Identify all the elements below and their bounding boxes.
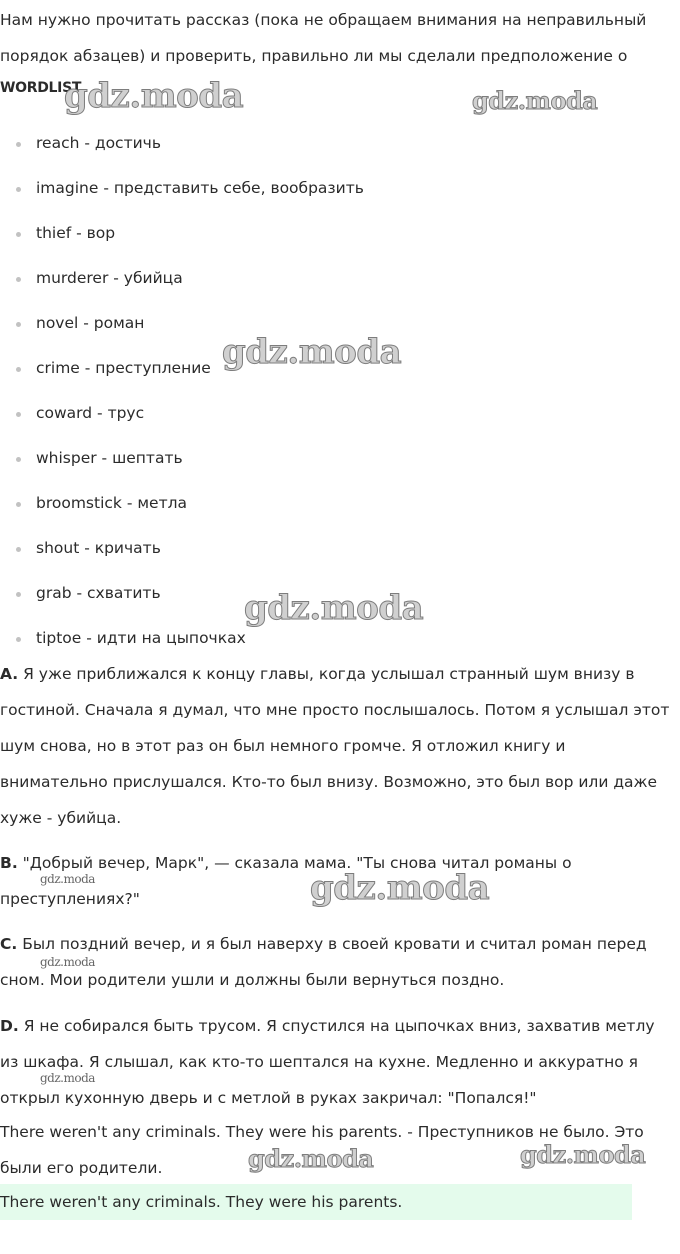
word-entry: novel - роман (36, 314, 145, 332)
list-item (0, 211, 676, 256)
list-item (0, 481, 676, 526)
watermark: gdz.moda (248, 1144, 374, 1173)
paragraph-text: Я уже приближался к концу главы, когда услышал странный шум внизу в гостиной. Сначала я думал, что мне просто послышалось. Потом я услышал этот шум снова, но в этот раз он был немного громче. Я отложил книгу и внимательно прислушался. Кто-то был внизу. Возможно, это был вор или даже хуже - убийца. (0, 665, 670, 827)
word-entry: imagine - представить себе, вообразить (36, 179, 364, 197)
paragraph-text: Был поздний вечер, и я был наверху в своей кровати и считал роман перед сном. Мои родители ушли и должны были вернуться поздно. (0, 935, 647, 989)
watermark: gdz.moda (40, 955, 95, 969)
bullet-icon (16, 502, 21, 507)
watermark: gdz.moda (520, 1140, 646, 1169)
word-entry: crime - преступление (36, 359, 211, 377)
list-item (0, 391, 676, 436)
bullet-icon (16, 142, 21, 147)
word-entry: whisper - шептать (36, 449, 183, 467)
answer-highlight: There weren't any criminals. They were his parents. (0, 1184, 632, 1220)
bullet-icon (16, 277, 21, 282)
wordlist (0, 121, 676, 661)
bullet-icon (16, 547, 21, 552)
word-entry: reach - достичь (36, 134, 161, 152)
paragraph-a (0, 656, 676, 836)
list-item (0, 436, 676, 481)
word-entry: tiptoe - идти на цыпочках (36, 629, 246, 647)
word-entry: shout - кричать (36, 539, 161, 557)
wordlist-heading: WORDLIST (0, 80, 82, 96)
paragraph-letter: D. (0, 1017, 19, 1035)
conclusion-text: There weren't any criminals. They were his parents. - Преступников не было. Это были его родители. (0, 1123, 644, 1177)
word-entry: grab - схватить (36, 584, 161, 602)
bullet-icon (16, 637, 21, 642)
word-entry: coward - трус (36, 404, 145, 422)
list-item (0, 121, 676, 166)
paragraph-text: Я не собирался быть трусом. Я спустился на цыпочках вниз, захватив метлу из шкафа. Я слышал, как кто-то шептался на кухне. Медленно и аккуратно я открыл кухонную дверь и с метлой в руках закричал: "Попался!" (0, 1017, 655, 1107)
watermark: gdz.moda (472, 86, 598, 115)
watermark: gdz.moda (310, 868, 490, 908)
paragraph-c (0, 926, 676, 998)
watermark: gdz.moda (64, 76, 244, 116)
intro-text: Нам нужно прочитать рассказ (пока не обращаем внимания на неправильный порядок абзацев) и проверить, правильно ли мы сделали предположение о (0, 11, 647, 65)
list-item (0, 526, 676, 571)
list-item (0, 256, 676, 301)
bullet-icon (16, 367, 21, 372)
paragraph-d (0, 1008, 676, 1116)
bullet-icon (16, 187, 21, 192)
paragraph-letter: B. (0, 854, 18, 872)
watermark: gdz.moda (40, 872, 95, 886)
bullet-icon (16, 457, 21, 462)
paragraph-letter: A. (0, 665, 19, 683)
word-entry: thief - вор (36, 224, 116, 242)
word-entry: broomstick - метла (36, 494, 188, 512)
word-entry: murderer - убийца (36, 269, 183, 287)
bullet-icon (16, 232, 21, 237)
list-item (0, 166, 676, 211)
bullet-icon (16, 412, 21, 417)
watermark: gdz.moda (244, 588, 424, 628)
paragraph-text: "Добрый вечер, Марк", — сказала мама. "Ты снова читал романы о преступлениях?" (0, 854, 572, 908)
bullet-icon (16, 592, 21, 597)
paragraph-letter: C. (0, 935, 18, 953)
watermark: gdz.moda (40, 1071, 95, 1085)
watermark: gdz.moda (222, 332, 402, 372)
bullet-icon (16, 322, 21, 327)
